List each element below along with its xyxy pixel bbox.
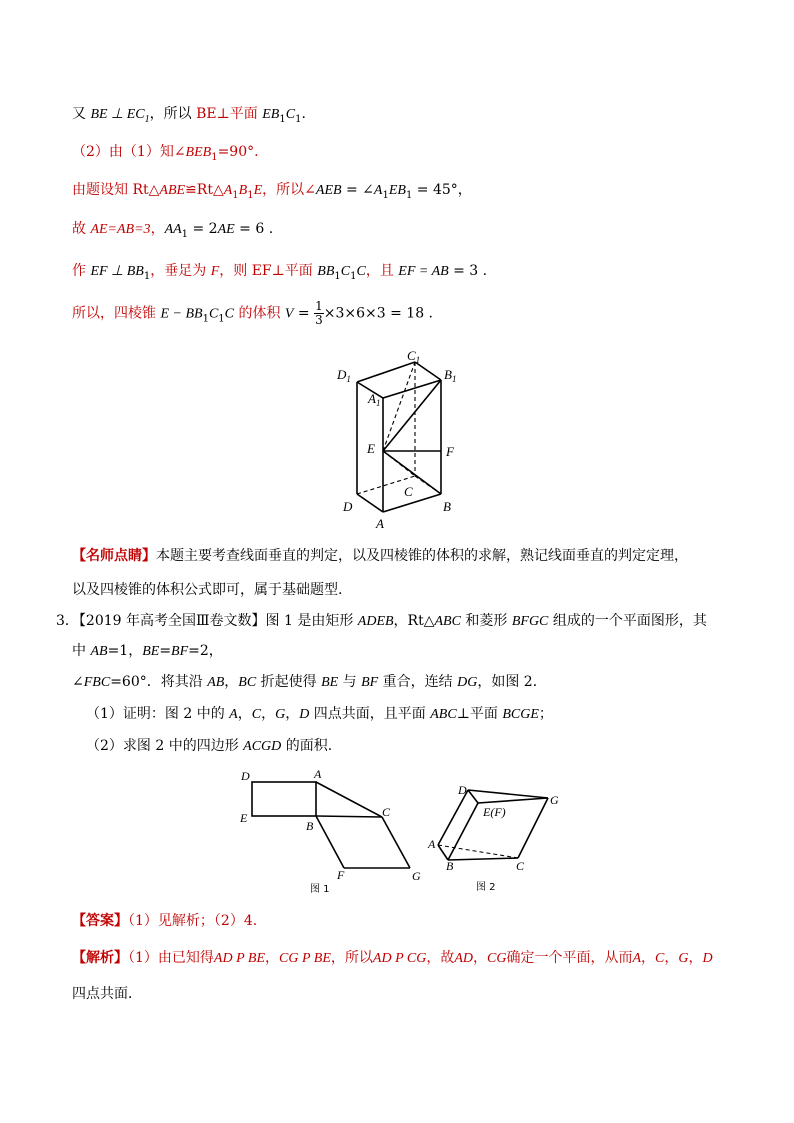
fig1-caption: 图 1 xyxy=(310,884,330,895)
label-A1: $A_1$ xyxy=(368,391,381,408)
tip-line-1: 【名师点睛】本题主要考查线面垂直的判定，以及四棱锥的体积的求解，熟记线面垂直的判定定理， xyxy=(72,548,688,564)
analysis-line-1: 【解析】（1）由已知得AD P BE，CG P BE，所以AD P CG，故AD，CG确定一个平面，从而A，C，G，D xyxy=(72,950,713,966)
fig2-label-EF: E(F) xyxy=(483,805,506,819)
fig1-label-E: E xyxy=(240,811,248,825)
fig2-label-D: D xyxy=(458,783,467,797)
label-F: F xyxy=(446,444,454,459)
q3-source: 【2019 年高考全国Ⅲ卷文数】 xyxy=(78,613,266,629)
solution-line-3: 由题设知 $Rt\triangle ABE≌Rt\triangle A_1B_1E$，所以∠AEB = $\angle A_1EB_1 = 45^\circ$， xyxy=(72,182,472,201)
analysis-line-2: 四点共面． xyxy=(72,986,142,1002)
fig2-label-C: C xyxy=(516,859,525,873)
label-D: D xyxy=(343,499,353,514)
solution-line-6: 所以，四棱锥 $E - BB_1C_1C$ 的体积 V = $\frac{1}{3}$ ×3×6×3 = 18 . xyxy=(72,299,434,327)
label-D1: $D_1$ xyxy=(337,367,351,384)
solution-line-1: 又 BE ⊥ $EC_1$，所以 BE⊥平面 $EB_1C_1$. xyxy=(72,106,306,125)
prism-figure xyxy=(330,344,470,534)
label-E: E xyxy=(367,441,375,456)
q3-line-2: 中 AB=1，BE=BF=2， xyxy=(72,643,223,659)
label-C: C xyxy=(404,484,413,499)
label-C1: $C_1$ xyxy=(407,348,421,365)
tip-tag: 【名师点睛】 xyxy=(72,548,156,564)
figure-2-folded xyxy=(424,778,564,894)
fig1-label-C: C xyxy=(382,805,391,819)
solution-line-4: 故 AE=AB=3，$AA_1 = 2AE = 6$ . xyxy=(72,221,274,240)
analysis-tag: 【解析】 xyxy=(72,950,128,966)
fig2-label-B: B xyxy=(446,859,454,873)
tip-line-2: 以及四棱锥的体积公式即可，属于基础题型. xyxy=(72,582,343,598)
fig1-label-B: B xyxy=(306,819,314,833)
fig1-label-F: F xyxy=(337,868,345,882)
fig1-label-D: D xyxy=(241,769,250,783)
fig2-caption: 图 2 xyxy=(476,882,496,893)
fig1-label-A: A xyxy=(314,767,322,781)
answer-tag: 【答案】 xyxy=(72,913,128,929)
answer-line: 【答案】（1）见解析；（2）4. xyxy=(72,913,258,929)
fig2-label-A: A xyxy=(428,837,436,851)
q3-line-1: 3．【2019 年高考全国Ⅲ卷文数】图 1 是由矩形 ADEB，Rt△ABC 和菱形 BFGC 组成的一个平面图形，其 xyxy=(56,613,707,629)
q3-part-2: （2）求图 2 中的四边形 ACGD 的面积. xyxy=(86,738,333,754)
figure-1-flat xyxy=(232,764,432,898)
fig2-label-G: G xyxy=(550,793,559,807)
solution-line-2: （2）由（1）知$\angle BEB_1=90^\circ$. xyxy=(72,144,259,163)
fig1-label-G: G xyxy=(412,869,421,883)
q3-part-1: （1）证明：图 2 中的 A，C，G，D 四点共面，且平面 ABC⊥平面 BCGE； xyxy=(86,706,553,722)
label-B: B xyxy=(443,499,451,514)
label-A: A xyxy=(376,516,384,531)
fraction-one-third: $\frac{1}{3}$ xyxy=(315,299,323,327)
label-B1: $B_1$ xyxy=(444,367,457,384)
q3-line-3: ∠FBC=60°．将其沿 AB，BC 折起使得 BE 与 BF 重合，连结 DG，如图 2． xyxy=(72,674,547,690)
solution-line-5: 作 EF ⊥ $BB_1$，垂足为 F，则 EF⊥平面 $BB_1C_1C$，且 EF = AB = 3 . xyxy=(72,263,488,282)
